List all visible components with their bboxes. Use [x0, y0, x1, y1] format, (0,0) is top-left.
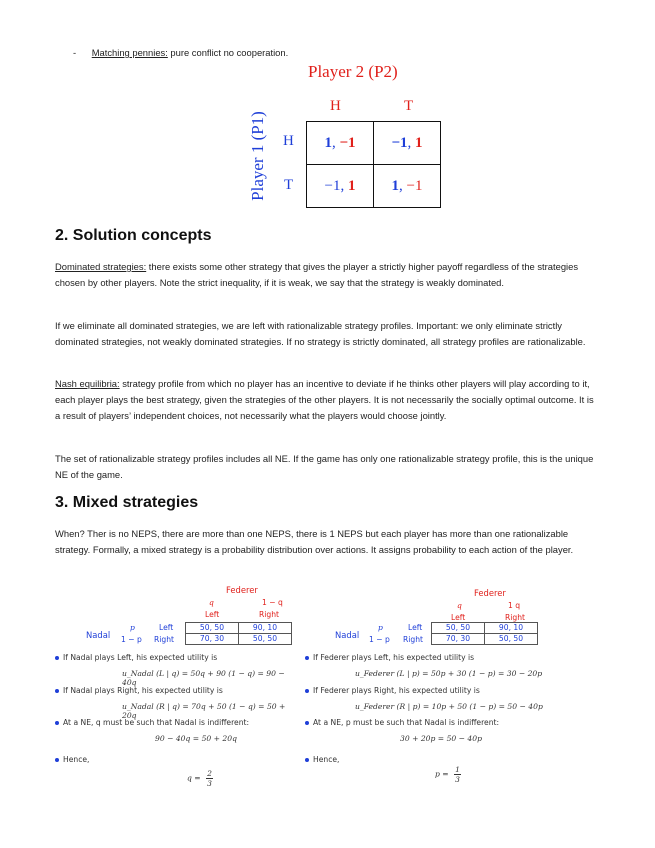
bullet [55, 755, 89, 764]
dominated-strategies-paragraph: Dominated strategies: there exists some other strategy that gives the player a strictly higher payoff regardless of the strategies chosen by other players. Note the strict inequality, if it is weak, we say that the strategy is weakly dominated. [55, 261, 579, 289]
bullet [305, 686, 480, 695]
payoff-cell: 90, 10 [239, 623, 292, 634]
equation: u_Nadal (R | q) = 70q + 50 (1 − q) = 50 + 20q [122, 702, 286, 720]
col-label: Left [205, 610, 220, 619]
section-heading-mixed-strategies: 3. Mixed strategies [55, 494, 199, 511]
p2-label: Player 2 (P2) [308, 62, 398, 81]
row-label: Right [403, 635, 423, 644]
right-game-panel [305, 585, 555, 785]
nash-equilibria-paragraph: Nash equilibria: strategy profile from which no player has an incentive to deviate if he thinks other players will play according to it, each player plays the best strategy, given the strategies of the other players. It is not necessarily the socially optimal outcome. It is a result of players’ independent choices, not necessarily what the players would choose jointly. [55, 378, 594, 422]
payoff-cell: 50, 50 [239, 634, 292, 645]
payoff-cell: 70, 30 [186, 634, 239, 645]
bullet-text: If Nadal plays Right, his expected utility is [63, 686, 223, 695]
intro-line [73, 47, 288, 58]
p1-label: Player 1 (P1) [248, 111, 267, 201]
intro-dash: - [73, 47, 77, 58]
pennies-cell: 1, −1 [374, 165, 441, 208]
nash-term: Nash equilibria: [55, 378, 120, 389]
row-label-t: T [284, 177, 294, 193]
equation: u_Federer (L | p) = 50p + 30 (1 − p) = 30 − 20p [355, 669, 543, 678]
bullet [55, 653, 217, 662]
pennies-matrix [306, 121, 441, 208]
row-label-h: H [283, 133, 294, 149]
pennies-cell: −1, 1 [374, 122, 441, 165]
col-prob: 1 − q [262, 598, 283, 607]
bullet [305, 755, 339, 764]
equation: q = $\frac{2}{3}$ [187, 769, 212, 788]
col-label-h: H [330, 98, 341, 114]
bullet-text: At a NE, p must be such that Nadal is indifferent: [313, 718, 500, 727]
equation: 90 − 40q = 50 + 20q [155, 734, 237, 743]
mixed-strategies-paragraph: When? Ther is no NEPS, there are more than one NEPS, there is 1 NEPS but each player has more than one rationalizable strategy. Formally, a mixed strategy is a probability distribution over actions. It assigns probability to each action of the player. [55, 528, 574, 556]
pennies-cell: 1, −1 [307, 122, 374, 165]
bullet-text: If Nadal plays Left, his expected utility is [63, 653, 218, 662]
bullet [305, 653, 474, 662]
payoff-cell: 50, 50 [485, 634, 538, 645]
intro-text: pure conflict no cooperation. [167, 47, 289, 58]
col-prob: 1 q [508, 601, 521, 610]
dominated-term: Dominated strategies: [55, 261, 147, 272]
row-label: Left [159, 623, 174, 632]
pennies-cell: −1, 1 [307, 165, 374, 208]
equation: p = $\frac{1}{3}$ [435, 765, 460, 784]
right-payoff-table [431, 622, 538, 645]
bullet-text: Hence, [313, 755, 340, 764]
bullet-text: If Federer plays Right, his expected utility is [313, 686, 480, 695]
left-payoff-table [185, 622, 292, 645]
equation: 30 + 20p = 50 − 40p [400, 734, 482, 743]
equation: u_Nadal (L | q) = 50q + 90 (1 − q) = 90 − 40q [122, 669, 285, 687]
equation: u_Federer (R | p) = 10p + 50 (1 − p) = 50 − 40p [355, 702, 543, 711]
row-prob: p [378, 623, 383, 632]
row-prob: 1 − p [369, 635, 390, 644]
row-label: Left [408, 623, 423, 632]
col-label-t: T [404, 98, 414, 114]
col-label: Right [259, 610, 279, 619]
federer-label: Federer [226, 585, 258, 595]
bullet [55, 686, 223, 695]
col-label: Left [451, 613, 466, 622]
nadal-label: Nadal [86, 630, 111, 640]
rationalizable-ne-paragraph: The set of rationalizable strategy profiles includes all NE. If the game has only one rationalizable strategy profile, this is the unique NE of the game. [55, 453, 594, 481]
payoff-cell: 70, 30 [432, 634, 485, 645]
section-heading-solution-concepts: 2. Solution concepts [55, 227, 212, 244]
row-label: Right [154, 635, 174, 644]
payoff-cell: 90, 10 [485, 623, 538, 634]
bullet [55, 718, 249, 727]
left-game-panel [55, 585, 300, 788]
bullet-text: Hence, [63, 755, 90, 764]
bullet-text: At a NE, q must be such that Nadal is indifferent: [63, 718, 250, 727]
rationalizable-paragraph: If we eliminate all dominated strategies, we are left with rationalizable strategy profiles. Important: we only eliminate strictly dominated strategies, not weakly dominated strategies. If no strategy is strictly dominated, all strategy profiles are rationalizable. [55, 320, 586, 348]
bullet-text: If Federer plays Left, his expected utility is [313, 653, 475, 662]
row-prob: 1 − p [121, 635, 142, 644]
bullet [305, 718, 499, 727]
col-prob: q [209, 598, 214, 607]
payoff-cell: 50, 50 [432, 623, 485, 634]
federer-label: Federer [474, 588, 506, 598]
intro-term: Matching pennies: [91, 47, 168, 58]
row-prob: p [130, 623, 135, 632]
payoff-cell: 50, 50 [186, 623, 239, 634]
col-label: Right [505, 613, 525, 622]
col-prob: q [457, 601, 462, 610]
nadal-label: Nadal [335, 630, 360, 640]
